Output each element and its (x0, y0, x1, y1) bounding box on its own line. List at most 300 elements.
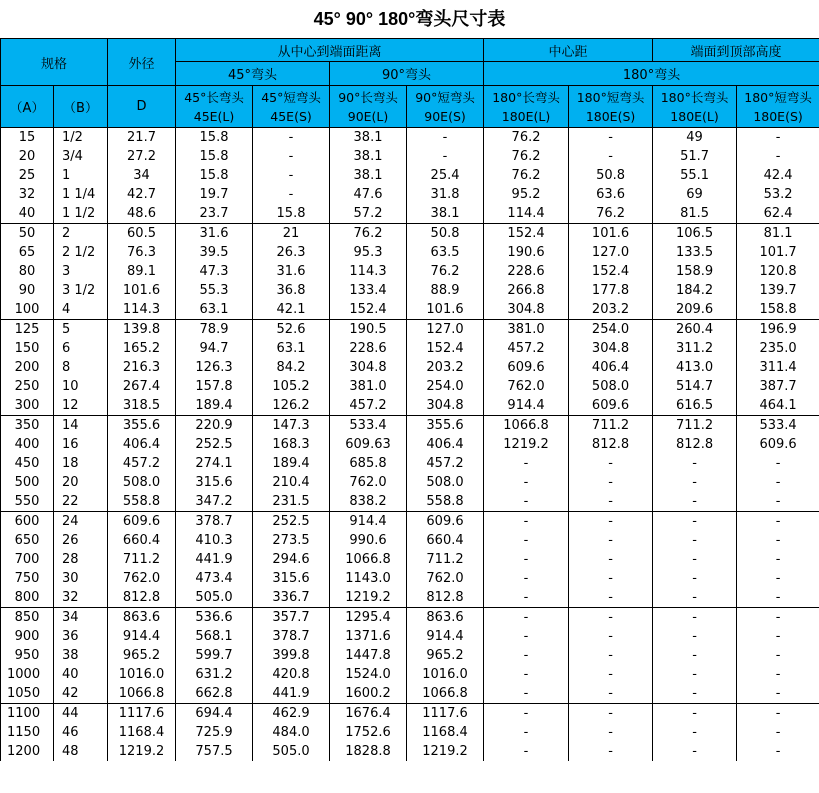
table-cell: - (737, 665, 819, 684)
table-cell: 50 (1, 224, 54, 244)
table-cell: 294.6 (253, 550, 330, 569)
table-body (1, 128, 819, 762)
table-cell: 94.7 (176, 339, 253, 358)
table-cell: 38.1 (407, 204, 484, 224)
table-cell: 267.4 (108, 377, 176, 396)
table-cell: 378.7 (253, 627, 330, 646)
table-cell: - (484, 588, 569, 608)
table-cell: 533.4 (737, 416, 819, 436)
table-cell: - (253, 128, 330, 148)
table-cell: 410.3 (176, 531, 253, 550)
table-cell: 57.2 (330, 204, 407, 224)
table-cell: 53.2 (737, 185, 819, 204)
table-cell: - (653, 550, 737, 569)
table-cell: 2 1/2 (54, 243, 108, 262)
table-cell: 31.6 (176, 224, 253, 244)
table-cell: 406.4 (407, 435, 484, 454)
table-cell: 252.5 (253, 512, 330, 532)
table-cell: 40 (1, 204, 54, 224)
table-row (1, 531, 819, 550)
table-cell: 42.1 (253, 300, 330, 320)
table-cell: 311.2 (653, 339, 737, 358)
table-cell: - (653, 665, 737, 684)
header-90-short: 90°短弯头 90E(S) (407, 86, 484, 128)
table-cell: - (569, 550, 653, 569)
table-cell: 965.2 (108, 646, 176, 665)
elbow-dimension-table (0, 38, 819, 761)
table-cell: 158.8 (737, 300, 819, 320)
table-cell: 177.8 (569, 281, 653, 300)
table-cell: 47.6 (330, 185, 407, 204)
table-cell: 457.2 (108, 454, 176, 473)
table-cell: - (484, 684, 569, 704)
header-180-long-top: 180°长弯头 180E(L) (653, 86, 737, 128)
table-cell: 711.2 (569, 416, 653, 436)
table-cell: 15.8 (176, 166, 253, 185)
table-cell: - (653, 473, 737, 492)
table-cell: 50.8 (569, 166, 653, 185)
table-row (1, 128, 819, 148)
table-row (1, 473, 819, 492)
table-cell: 38.1 (330, 128, 407, 148)
table-cell: 1676.4 (330, 704, 407, 724)
header-center-to-face: 从中心到端面距离 (176, 39, 484, 62)
table-cell: 189.4 (253, 454, 330, 473)
table-cell: - (653, 569, 737, 588)
table-cell: 568.1 (176, 627, 253, 646)
table-cell: - (569, 608, 653, 628)
table-cell: 1066.8 (108, 684, 176, 704)
table-row (1, 416, 819, 436)
table-cell: 15.8 (253, 204, 330, 224)
table-cell: 1600.2 (330, 684, 407, 704)
table-cell: 101.7 (737, 243, 819, 262)
table-cell: 762.0 (407, 569, 484, 588)
table-cell: 15.8 (176, 128, 253, 148)
table-cell: 357.7 (253, 608, 330, 628)
table-cell: 711.2 (653, 416, 737, 436)
table-cell: 694.4 (176, 704, 253, 724)
table-cell: 315.6 (253, 569, 330, 588)
header-45-short: 45°短弯头 45E(S) (253, 86, 330, 128)
table-cell: 609.6 (484, 358, 569, 377)
table-row (1, 166, 819, 185)
table-cell: 274.1 (176, 454, 253, 473)
table-cell: 950 (1, 646, 54, 665)
table-cell: 863.6 (108, 608, 176, 628)
table-cell: 36.8 (253, 281, 330, 300)
table-cell: 1050 (1, 684, 54, 704)
table-cell: 106.5 (653, 224, 737, 244)
table-cell: 40 (54, 665, 108, 684)
table-cell: 157.8 (176, 377, 253, 396)
table-cell: 252.5 (176, 435, 253, 454)
table-cell: 473.4 (176, 569, 253, 588)
table-cell: 599.7 (176, 646, 253, 665)
table-cell: 209.6 (653, 300, 737, 320)
table-cell: 16 (54, 435, 108, 454)
table-cell: - (737, 684, 819, 704)
table-cell: 114.4 (484, 204, 569, 224)
table-cell: 184.2 (653, 281, 737, 300)
table-cell: 38.1 (330, 147, 407, 166)
table-cell: 700 (1, 550, 54, 569)
table-row (1, 684, 819, 704)
table-cell: 25.4 (407, 166, 484, 185)
table-cell: 660.4 (108, 531, 176, 550)
table-cell: - (737, 742, 819, 761)
table-cell: - (407, 128, 484, 148)
table-cell: 464.1 (737, 396, 819, 416)
table-cell: - (737, 627, 819, 646)
table-cell: 90 (1, 281, 54, 300)
table-cell: 48.6 (108, 204, 176, 224)
table-cell: 231.5 (253, 492, 330, 512)
table-cell: 650 (1, 531, 54, 550)
table-cell: 1066.8 (407, 684, 484, 704)
table-cell: 484.0 (253, 723, 330, 742)
table-cell: 1066.8 (330, 550, 407, 569)
table-row (1, 627, 819, 646)
table-cell: - (484, 646, 569, 665)
table-cell: 38 (54, 646, 108, 665)
table-cell: - (484, 627, 569, 646)
table-title: 45° 90° 180°弯头尺寸表 (313, 9, 506, 29)
table-cell: 127.0 (407, 320, 484, 340)
header-col-d: D (108, 86, 176, 128)
table-cell: - (253, 185, 330, 204)
table-cell: 1150 (1, 723, 54, 742)
table-cell: 260.4 (653, 320, 737, 340)
table-cell: 762.0 (484, 377, 569, 396)
table-cell: 355.6 (407, 416, 484, 436)
table-cell: 1066.8 (484, 416, 569, 436)
table-row (1, 742, 819, 761)
table-cell: 18 (54, 454, 108, 473)
table-row (1, 569, 819, 588)
table-cell: 42 (54, 684, 108, 704)
table-cell: 81.1 (737, 224, 819, 244)
table-cell: 158.9 (653, 262, 737, 281)
table-cell: 190.5 (330, 320, 407, 340)
table-cell: 1219.2 (407, 742, 484, 761)
table-row (1, 435, 819, 454)
table-cell: 114.3 (108, 300, 176, 320)
header-spec: 规格 (1, 39, 108, 86)
table-row (1, 243, 819, 262)
table-cell: - (484, 723, 569, 742)
table-cell: 30 (54, 569, 108, 588)
table-cell: 1100 (1, 704, 54, 724)
table-cell: 762.0 (108, 569, 176, 588)
table-cell: 266.8 (484, 281, 569, 300)
table-cell: 42.7 (108, 185, 176, 204)
table-cell: 55.3 (176, 281, 253, 300)
table-cell: 81.5 (653, 204, 737, 224)
table-cell: 228.6 (330, 339, 407, 358)
table-cell: - (737, 723, 819, 742)
table-cell: - (737, 550, 819, 569)
table-cell: 36 (54, 627, 108, 646)
table-cell: 101.6 (407, 300, 484, 320)
table-cell: 750 (1, 569, 54, 588)
table-cell: 533.4 (330, 416, 407, 436)
table-cell: 28 (54, 550, 108, 569)
table-cell: 350 (1, 416, 54, 436)
table-cell: - (253, 147, 330, 166)
table-cell: 203.2 (569, 300, 653, 320)
table-cell: 26 (54, 531, 108, 550)
table-cell: - (484, 742, 569, 761)
table-cell: 23.7 (176, 204, 253, 224)
table-cell: 965.2 (407, 646, 484, 665)
table-cell: 47.3 (176, 262, 253, 281)
table-cell: 88.9 (407, 281, 484, 300)
table-cell: 49 (653, 128, 737, 148)
table-cell: 76.3 (108, 243, 176, 262)
table-cell: 381.0 (330, 377, 407, 396)
table-row (1, 147, 819, 166)
table-cell: - (569, 569, 653, 588)
table-row (1, 339, 819, 358)
table-cell: - (569, 723, 653, 742)
header-90-long: 90°长弯头 90E(L) (330, 86, 407, 128)
table-cell: 100 (1, 300, 54, 320)
table-cell: 315.6 (176, 473, 253, 492)
table-cell: 685.8 (330, 454, 407, 473)
header-45-long: 45°长弯头 45E(L) (176, 86, 253, 128)
table-cell: - (653, 742, 737, 761)
header-90-elbow: 90°弯头 (330, 62, 484, 86)
table-cell: 6 (54, 339, 108, 358)
table-cell: 63.5 (407, 243, 484, 262)
table-row (1, 377, 819, 396)
table-cell: - (737, 569, 819, 588)
table-row (1, 608, 819, 628)
table-cell: - (653, 627, 737, 646)
table-cell: 812.8 (108, 588, 176, 608)
table-cell: 76.2 (484, 147, 569, 166)
table-cell: 46 (54, 723, 108, 742)
table-cell: 168.3 (253, 435, 330, 454)
table-cell: 457.2 (330, 396, 407, 416)
table-cell: 500 (1, 473, 54, 492)
table-cell: 78.9 (176, 320, 253, 340)
table-cell: 662.8 (176, 684, 253, 704)
table-row (1, 704, 819, 724)
table-cell: 15 (1, 128, 54, 148)
table-cell: 508.0 (569, 377, 653, 396)
table-cell: 235.0 (737, 339, 819, 358)
table-cell: 147.3 (253, 416, 330, 436)
table-cell: 32 (1, 185, 54, 204)
table-row (1, 281, 819, 300)
table-cell: 220.9 (176, 416, 253, 436)
table-cell: 76.2 (484, 128, 569, 148)
table-cell: - (484, 550, 569, 569)
table-row (1, 396, 819, 416)
table-cell: 27.2 (108, 147, 176, 166)
table-cell: 254.0 (569, 320, 653, 340)
table-cell: 139.8 (108, 320, 176, 340)
table-cell: 105.2 (253, 377, 330, 396)
table-cell: - (569, 531, 653, 550)
table-cell: 133.5 (653, 243, 737, 262)
table-cell: 990.6 (330, 531, 407, 550)
table-cell: - (484, 512, 569, 532)
table-cell: 413.0 (653, 358, 737, 377)
table-cell: 42.4 (737, 166, 819, 185)
table-cell: 210.4 (253, 473, 330, 492)
table-cell: 378.7 (176, 512, 253, 532)
table-cell: - (737, 531, 819, 550)
table-cell: 196.9 (737, 320, 819, 340)
table-cell: 1200 (1, 742, 54, 761)
table-cell: 457.2 (407, 454, 484, 473)
table-cell: 63.1 (176, 300, 253, 320)
table-row (1, 224, 819, 244)
table-cell: 812.8 (653, 435, 737, 454)
table-cell: - (569, 742, 653, 761)
table-row (1, 646, 819, 665)
table-cell: - (737, 588, 819, 608)
table-cell: 1371.6 (330, 627, 407, 646)
table-cell: - (569, 684, 653, 704)
table-cell: 126.2 (253, 396, 330, 416)
table-cell: 1016.0 (407, 665, 484, 684)
header-outer-diameter: 外径 (108, 39, 176, 86)
table-cell: - (653, 723, 737, 742)
table-cell: 914.4 (484, 396, 569, 416)
table-cell: 381.0 (484, 320, 569, 340)
header-180-short-center: 180°短弯头 180E(S) (569, 86, 653, 128)
table-cell: 609.6 (737, 435, 819, 454)
table-cell: - (737, 128, 819, 148)
table-cell: 2 (54, 224, 108, 244)
table-cell: 216.3 (108, 358, 176, 377)
table-cell: 139.7 (737, 281, 819, 300)
table-cell: - (737, 492, 819, 512)
table-cell: 757.5 (176, 742, 253, 761)
table-cell: 3 1/2 (54, 281, 108, 300)
table-cell: 609.6 (407, 512, 484, 532)
table-row (1, 588, 819, 608)
table-cell: 1219.2 (108, 742, 176, 761)
table-cell: - (484, 608, 569, 628)
table-cell: 189.4 (176, 396, 253, 416)
table-cell: 1524.0 (330, 665, 407, 684)
table-cell: 95.3 (330, 243, 407, 262)
table-cell: 1/2 (54, 128, 108, 148)
table-cell: 101.6 (108, 281, 176, 300)
table-cell: - (569, 128, 653, 148)
table-cell: 304.8 (484, 300, 569, 320)
table-cell: 55.1 (653, 166, 737, 185)
table-cell: 120.8 (737, 262, 819, 281)
table-cell: 304.8 (330, 358, 407, 377)
table-cell: 125 (1, 320, 54, 340)
table-cell: 25 (1, 166, 54, 185)
table-cell: 536.6 (176, 608, 253, 628)
table-cell: - (653, 608, 737, 628)
table-cell: 660.4 (407, 531, 484, 550)
table-cell: 34 (108, 166, 176, 185)
table-cell: 20 (54, 473, 108, 492)
table-cell: 725.9 (176, 723, 253, 742)
table-cell: 1 1/2 (54, 204, 108, 224)
table-cell: 457.2 (484, 339, 569, 358)
table-cell: 44 (54, 704, 108, 724)
table-cell: 387.7 (737, 377, 819, 396)
table-cell: 190.6 (484, 243, 569, 262)
table-cell: 406.4 (108, 435, 176, 454)
table-cell: 914.4 (330, 512, 407, 532)
table-cell: 65 (1, 243, 54, 262)
header-col-b: （B） (54, 86, 108, 128)
table-cell: - (407, 147, 484, 166)
table-cell: 20 (1, 147, 54, 166)
table-cell: 1168.4 (108, 723, 176, 742)
table-cell: 15.8 (176, 147, 253, 166)
table-cell: 914.4 (108, 627, 176, 646)
table-cell: 3 (54, 262, 108, 281)
table-cell: - (569, 473, 653, 492)
table-cell: 80 (1, 262, 54, 281)
table-cell: 550 (1, 492, 54, 512)
table-cell: 114.3 (330, 262, 407, 281)
table-cell: 3/4 (54, 147, 108, 166)
table-cell: 21.7 (108, 128, 176, 148)
table-row (1, 512, 819, 532)
table-cell: 711.2 (108, 550, 176, 569)
table-cell: - (484, 704, 569, 724)
table-cell: - (569, 627, 653, 646)
table-cell: 1 1/4 (54, 185, 108, 204)
table-cell: 254.0 (407, 377, 484, 396)
table-cell: 616.5 (653, 396, 737, 416)
table-cell: 8 (54, 358, 108, 377)
table-cell: 200 (1, 358, 54, 377)
table-cell: - (737, 512, 819, 532)
table-cell: - (653, 512, 737, 532)
table-cell: 52.6 (253, 320, 330, 340)
table-cell: 89.1 (108, 262, 176, 281)
table-cell: 127.0 (569, 243, 653, 262)
header-180-long-center: 180°长弯头 180E(L) (484, 86, 569, 128)
table-cell: - (484, 492, 569, 512)
table-cell: 1219.2 (330, 588, 407, 608)
table-cell: 19.7 (176, 185, 253, 204)
table-cell: 95.2 (484, 185, 569, 204)
table-row (1, 300, 819, 320)
table-cell: 228.6 (484, 262, 569, 281)
table-cell: - (737, 608, 819, 628)
table-cell: 69 (653, 185, 737, 204)
table-cell: 462.9 (253, 704, 330, 724)
table-cell: - (484, 454, 569, 473)
table-cell: 24 (54, 512, 108, 532)
table-cell: 10 (54, 377, 108, 396)
table-cell: 62.4 (737, 204, 819, 224)
table-cell: 203.2 (407, 358, 484, 377)
table-cell: 1117.6 (407, 704, 484, 724)
table-cell: 631.2 (176, 665, 253, 684)
table-cell: 1000 (1, 665, 54, 684)
table-cell: - (737, 473, 819, 492)
table-cell: 4 (54, 300, 108, 320)
table-cell: 304.8 (569, 339, 653, 358)
table-cell: 609.6 (569, 396, 653, 416)
